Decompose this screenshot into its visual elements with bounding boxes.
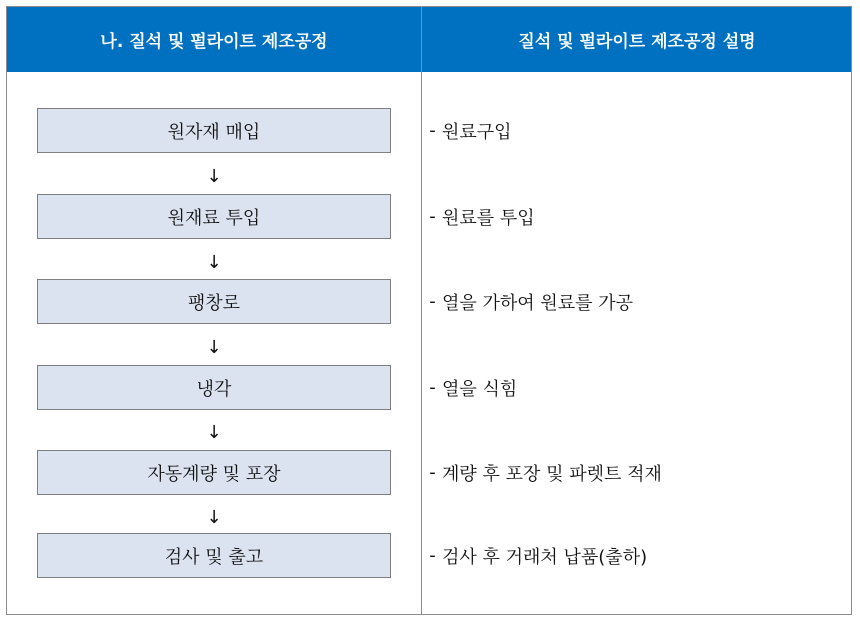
down-arrow-icon: ↓	[206, 252, 222, 273]
step-box-weighing-packing: 자동계량 및 포장	[37, 450, 391, 495]
bullet-dash: -	[429, 291, 436, 312]
step-description	[423, 365, 843, 410]
description-text: 열을 가하여 원료를 가공	[442, 292, 634, 314]
bullet-dash: -	[429, 206, 436, 227]
down-arrow-icon: ↓	[206, 166, 222, 187]
step-description	[423, 108, 843, 153]
header-description-title: 질석 및 펄라이트 제조공정 설명	[518, 32, 756, 52]
down-arrow-icon: ↓	[206, 507, 222, 528]
column-divider	[421, 7, 422, 614]
description-text: 검사 후 거래처 납품(출하)	[442, 546, 648, 568]
bullet-dash: -	[429, 462, 436, 483]
step-box-cooling: 냉각	[37, 365, 391, 410]
step-box-purchase: 원자재 매입	[37, 108, 391, 153]
step-box-input: 원재료 투입	[37, 194, 391, 239]
process-table	[6, 6, 852, 615]
step-description	[423, 279, 843, 324]
step-box-inspection-shipping: 검사 및 출고	[37, 533, 391, 578]
bullet-dash: -	[429, 377, 436, 398]
step-description	[423, 533, 843, 578]
table-header	[7, 7, 851, 72]
step-box-expansion-furnace: 팽창로	[37, 279, 391, 324]
description-text: 원료를 투입	[442, 207, 535, 229]
step-description	[423, 194, 843, 239]
description-text: 열을 식힘	[442, 378, 518, 400]
bullet-dash: -	[429, 545, 436, 566]
step-description	[423, 450, 843, 495]
description-text: 계량 후 포장 및 파렛트 적재	[442, 463, 662, 485]
down-arrow-icon: ↓	[206, 337, 222, 358]
description-text: 원료구입	[442, 121, 512, 143]
down-arrow-icon: ↓	[206, 422, 222, 443]
bullet-dash: -	[429, 120, 436, 141]
header-process-title: 나. 질석 및 펄라이트 제조공정	[100, 32, 328, 52]
